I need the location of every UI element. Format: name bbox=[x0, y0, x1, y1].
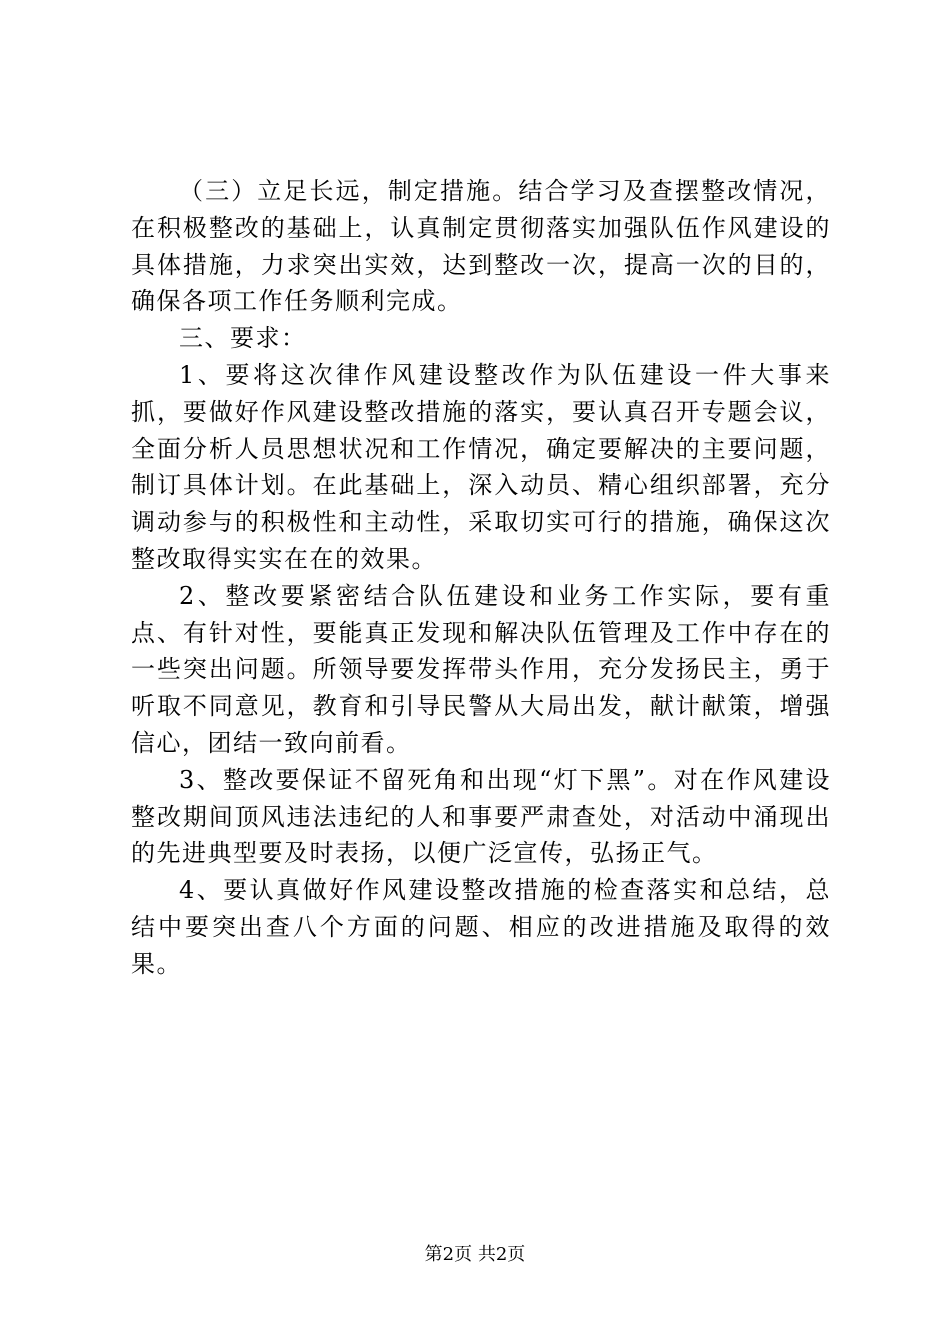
paragraph-requirement-1: 1、要将这次律作风建设整改作为队伍建设一件大事来抓，要做好作风建设整改措施的落实，要认真召开专题会议，全面分析人员思想状况和工作情况，确定要解决的主要问题，制订具体计划。在此基础上，深入动员、精心组织部署，充分调动参与的积极性和主动性，采取切实可行的措施，确保这次整改取得实实在在的效果。 bbox=[131, 360, 831, 573]
paragraph-section-3-measures: （三）立足长远，制定措施。结合学习及查摆整改情况，在积极整改的基础上，认真制定贯彻落实加强队伍作风建设的具体措施，力求突出实效，达到整改一次，提高一次的目的，确保各项工作任务顺利完成。 bbox=[131, 177, 831, 316]
paragraph-requirement-3: 3、整改要保证不留死角和出现“灯下黑”。对在作风建设整改期间顶风违法违纪的人和事要严肃查处，对活动中涌现出的先进典型要及时表扬，以便广泛宣传，弘扬正气。 bbox=[131, 765, 831, 868]
paragraph-requirement-4: 4、要认真做好作风建设整改措施的检查落实和总结，总结中要突出查八个方面的问题、相应的改进措施及取得的效果。 bbox=[131, 876, 831, 978]
page-number-footer: 第2页 共2页 bbox=[424, 1244, 526, 1265]
document-body bbox=[131, 173, 831, 983]
paragraph-requirements-heading: 三、要求： bbox=[179, 324, 307, 353]
paragraph-requirement-2: 2、整改要紧密结合队伍建设和业务工作实际，要有重点、有针对性，要能真正发现和解决队伍管理及工作中存在的一些突出问题。所领导要发挥带头作用，充分发扬民主，勇于听取不同意见，教育和引导民警从大局出发，献计献策，增强信心，团结一致向前看。 bbox=[131, 581, 831, 757]
